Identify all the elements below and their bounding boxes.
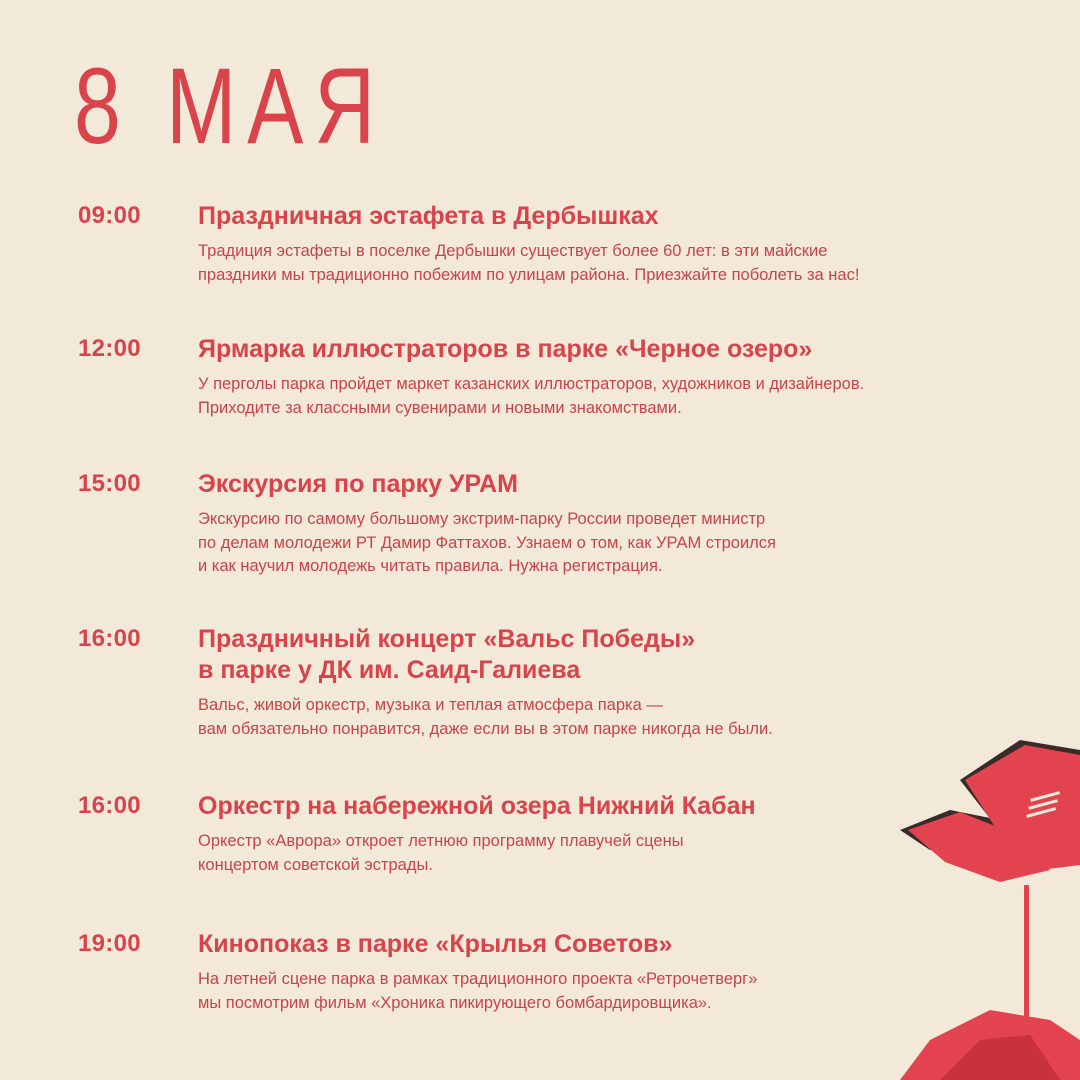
event-time: 16:00 — [78, 625, 141, 652]
event-description-line: праздники мы традиционно побежим по улицам района. Приезжайте поболеть за нас! — [198, 265, 860, 284]
event-title-line: Оркестр на набережной озера Нижний Кабан — [198, 792, 756, 820]
event-time: 12:00 — [78, 335, 141, 362]
event-description — [198, 373, 1018, 420]
event-title — [198, 929, 1018, 960]
event-time: 15:00 — [78, 470, 141, 497]
page-title: 8 МАЯ — [74, 45, 387, 166]
event-description-line: У перголы парка пройдет маркет казанских иллюстраторов, художников и дизайнеров. — [198, 375, 865, 393]
event-description-line: и как научил молодежь читать правила. Нужна регистрация. — [198, 557, 663, 575]
event-description-line: Вальс, живой оркестр, музыка и теплая атмосфера парка — — [198, 696, 663, 714]
event-title-line: Праздничная эстафета в Дербышках — [198, 202, 659, 230]
event-title-line: Экскурсия по парку УРАМ — [198, 470, 518, 498]
event-title-line: в парке у ДК им. Саид-Галиева — [198, 656, 581, 684]
event-description — [198, 968, 1018, 1015]
event-title — [198, 791, 1018, 822]
event-title — [198, 334, 1018, 365]
event-description-line: вам обязательно понравится, даже если вы в этом парке никогда не были. — [198, 719, 773, 738]
event-title-line: Ярмарка иллюстраторов в парке «Черное озеро» — [198, 335, 813, 363]
event-title — [198, 624, 1018, 686]
event-description-line: мы посмотрим фильм «Хроника пикирующего бомбардировщика». — [198, 993, 712, 1012]
event-description-line: Традиция эстафеты в поселке Дербышки существует более 60 лет: в эти майские — [198, 242, 828, 260]
event-description — [198, 830, 1018, 877]
event-description-line: На летней сцене парка в рамках традиционного проекта «Ретрочетверг» — [198, 970, 758, 988]
event-title — [198, 201, 1018, 232]
event-time: 09:00 — [78, 202, 141, 229]
event-title — [198, 469, 1018, 500]
event-description-line: концертом советской эстрады. — [198, 855, 433, 874]
event-description-line: по делам молодежи РТ Дамир Фаттахов. Узнаем о том, как УРАМ строился — [198, 533, 776, 552]
event-description — [198, 694, 1018, 741]
event-title-line: Праздничный концерт «Вальс Победы» — [198, 625, 696, 653]
event-description-line: Экскурсию по самому большому экстрим-парку России проведет министр — [198, 510, 766, 528]
event-description — [198, 240, 1018, 287]
event-description-line: Оркестр «Аврора» откроет летнюю программу плавучей сцены — [198, 832, 684, 850]
event-description-line: Приходите за классными сувенирами и новыми знакомствами. — [198, 398, 682, 417]
poppy-flower-icon — [900, 740, 1080, 1080]
event-description — [198, 508, 1018, 579]
event-title-line: Кинопоказ в парке «Крылья Советов» — [198, 930, 673, 958]
event-time: 16:00 — [78, 792, 141, 819]
event-time: 19:00 — [78, 930, 141, 957]
